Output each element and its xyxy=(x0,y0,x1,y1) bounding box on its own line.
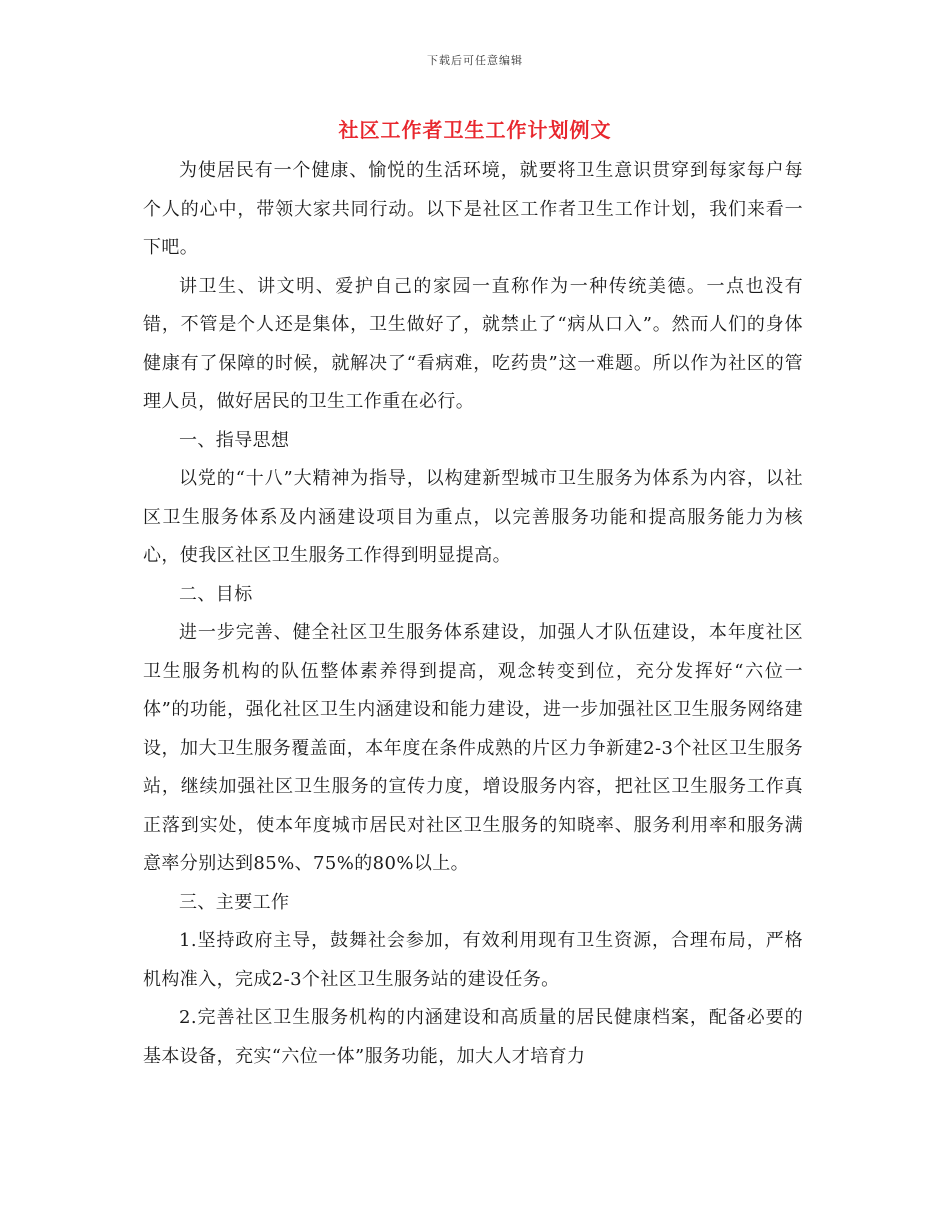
paragraph-work-item-2: 2.完善社区卫生服务机构的内涵建设和高质量的居民健康档案，配备必要的基本设备，充实“六位一体”服务功能，加大人才培育力 xyxy=(143,1007,803,1067)
paragraph-work-item-1: 1.坚持政府主导，鼓舞社会参加，有效利用现有卫生资源，合理布局，严格机构准入，完成2-3个社区卫生服务站的建设任务。 xyxy=(143,930,803,990)
document-title: 社区工作者卫生工作计划例文 xyxy=(338,118,612,142)
section-heading-main-work: 三、主要工作 xyxy=(179,891,290,913)
paragraph-goals: 进一步完善、健全社区卫生服务体系建设，加强人才队伍建设，本年度社区卫生服务机构的队伍整体素养得到提高，观念转变到位，充分发挥好“六位一体”的功能，强化社区卫生内涵建设和能力建设，进一步加强社区卫生服务网络建设，加大卫生服务覆盖面，本年度在条件成熟的片区力争新建2-3个社区卫生服务站，继续加强社区卫生服务的宣传力度，增设服务内容，把社区卫生服务工作真正落到实处，使本年度城市居民对社区卫生服务的知晓率、服务利用率和服务满意率分别达到85%、75%的80%以上。 xyxy=(143,622,803,874)
page-header: 下载后可任意编辑 xyxy=(427,54,523,67)
paragraph-background: 讲卫生、讲文明、爱护自己的家园一直称作为一种传统美德。一点也没有错，不管是个人还是集体，卫生做好了，就禁止了“病从口入”。然而人们的身体健康有了保障的时候，就解决了“看病难，吃药贵”这一难题。所以作为社区的管理人员，做好居民的卫生工作重在必行。 xyxy=(143,275,803,412)
section-heading-goals: 二、目标 xyxy=(179,583,253,605)
section-heading-guiding-thought: 一、指导思想 xyxy=(179,429,290,451)
paragraph-guiding-thought: 以党的“十八”大精神为指导，以构建新型城市卫生服务为体系为内容，以社区卫生服务体系及内涵建设项目为重点，以完善服务功能和提高服务能力为核心，使我区社区卫生服务工作得到明显提高。 xyxy=(143,468,803,566)
document-body xyxy=(143,152,803,1076)
paragraph-intro: 为使居民有一个健康、愉悦的生活环境，就要将卫生意识贯穿到每家每户每个人的心中，带领大家共同行动。以下是社区工作者卫生工作计划，我们来看一下吧。 xyxy=(143,160,803,258)
